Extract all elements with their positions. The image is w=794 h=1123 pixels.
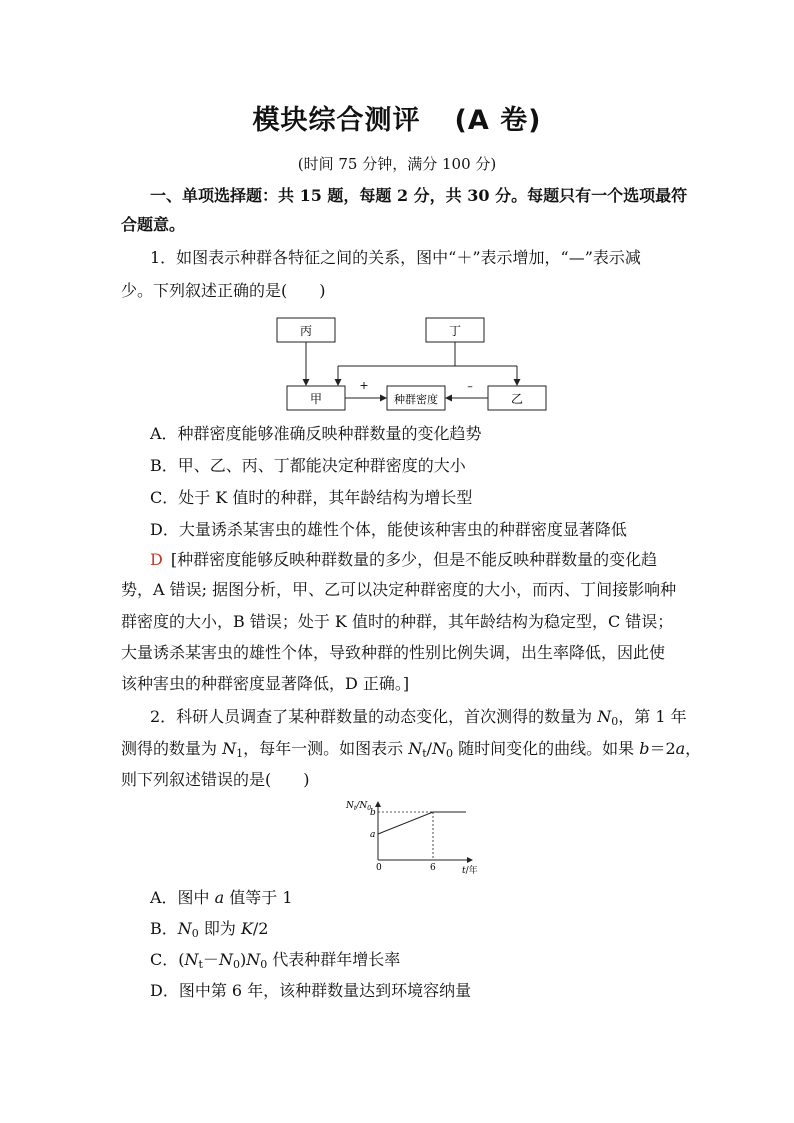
q2-option-b: B．$N_0$ 即为 K/2 <box>150 919 269 940</box>
q1-option-b: B．甲、乙、丙、丁都能决定种群密度的大小 <box>150 456 466 475</box>
page-title <box>0 98 794 137</box>
q1-option-c: C．处于 K 值时的种群，其年龄结构为增长型 <box>150 488 473 507</box>
q2-graph <box>340 796 490 880</box>
minus-sign: – <box>467 380 473 393</box>
graph-ytick-a: a <box>370 830 376 840</box>
q2-option-c: C．$(N_t-N_0)N_0$ 代表种群年增长率 <box>150 950 401 971</box>
label-density: 种群密度 <box>394 393 438 406</box>
q1-answer-letter: D <box>150 550 163 569</box>
label-yi: 乙 <box>510 392 524 406</box>
graph-xtick-0: 0 <box>376 863 382 873</box>
q1-option-d: D．大量诱杀某害虫的雄性个体，能使该种害虫的种群密度显著降低 <box>150 520 627 539</box>
section-heading-line1: 一、单项选择题：共 15 题，每题 2 分，共 30 分。每题只有一个选项最符 <box>150 186 688 205</box>
graph-ytick-b: b <box>370 808 376 818</box>
exam-time-score: (时间 75 分钟，满分 100 分) <box>297 155 497 173</box>
q1-option-a: A．种群密度能够准确反映种群数量的变化趋势 <box>150 424 482 443</box>
section-heading-line2: 合题意。 <box>121 215 186 234</box>
graph-ylabel: $N_t/N_0$ <box>346 801 372 812</box>
label-bing: 丙 <box>299 324 313 338</box>
q2-option-d: D．图中第 6 年，该种群数量达到环境容纳量 <box>150 981 472 1000</box>
q1-explanation-line1 <box>150 550 657 570</box>
label-ding: 丁 <box>448 324 462 338</box>
title-volume: (A 卷) <box>454 105 542 136</box>
q1-explanation-line4: 大量诱杀某害虫的雄性个体，导致种群的性别比例失调，出生率降低，因此使 <box>121 643 666 662</box>
q1-exp-text1: [种群密度能够反映种群数量的多少，但是不能反映种群数量的变化趋 <box>170 550 658 569</box>
q2-stem-line2: 测得的数量为 $N_1$，每年一测。如图表示 $N_t/N_0$ 随时间变化的曲线。如果 b＝2a， <box>121 739 702 760</box>
q1-stem-line1: 1．如图表示种群各特征之间的关系，图中“＋”表示增加，“—”表示减 <box>150 248 641 267</box>
q1-stem-line2: 少。下列叙述正确的是( ) <box>121 281 326 300</box>
q1-explanation-line2: 势，A 错误; 据图分析，甲、乙可以决定种群密度的大小，而丙、丁间接影响种 <box>121 580 677 599</box>
label-jia: 甲 <box>309 392 323 406</box>
curve-nt-n0 <box>378 812 466 834</box>
q1-diagram <box>270 312 560 418</box>
q1-explanation-line3: 群密度的大小，B 错误；处于 K 值时的种群，其年龄结构为稳定型，C 错误； <box>121 612 674 631</box>
q1-explanation-line5: 该种害虫的种群密度显著降低，D 正确。] <box>121 674 410 693</box>
graph-xtick-6: 6 <box>430 863 436 873</box>
q2-option-a: A．图中 a 值等于 1 <box>150 888 293 907</box>
title-main: 模块综合测评 <box>252 105 421 136</box>
graph-xlabel: t/年 <box>462 866 478 876</box>
plus-sign: + <box>359 379 369 392</box>
q2-stem-line3: 则下列叙述错误的是( ) <box>121 770 310 789</box>
q2-stem-line1: 2．科研人员调查了某种群数量的动态变化，首次测得的数量为 $N_0$，第 1 年 <box>150 707 687 728</box>
